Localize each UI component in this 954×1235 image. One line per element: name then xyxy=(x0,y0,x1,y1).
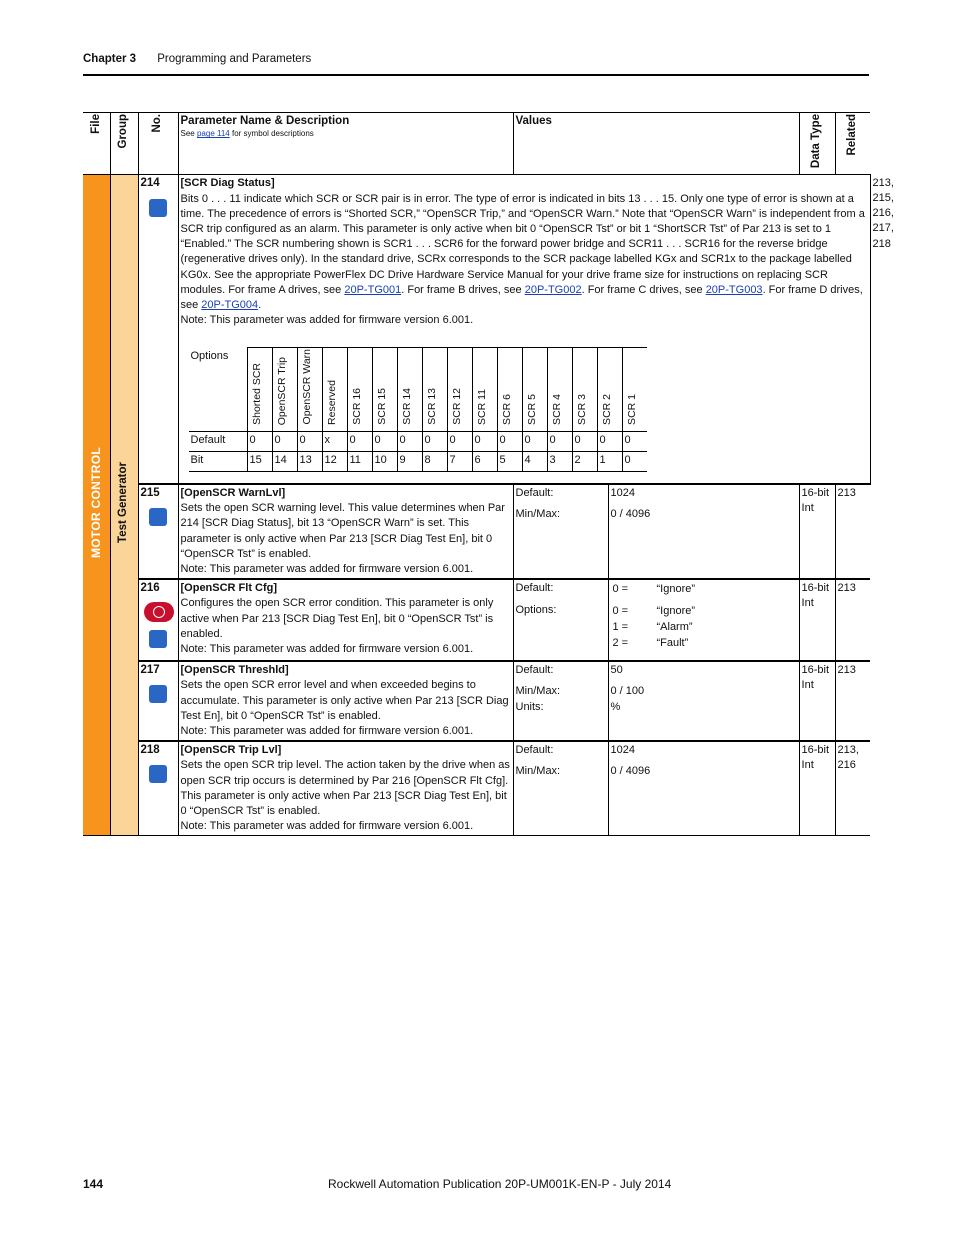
col-group: Group xyxy=(117,114,130,149)
param-row-215: 215 [OpenSCR WarnLvl] Sets the open SCR warning level. This value determines when Par 214 [SCR Diag Status], bit 13 “OpenSCR Warn” is set. This parameter is only active when Par 213 [SCR Diag Test En], bit 0 “OpenSCR Tst” is enabled. Note: This parameter was added for firmware version 6.001. Default: Min/Max: 1024 0 / 4096 16-bit Int 213 xyxy=(83,484,870,579)
param-row-217: 217 [OpenSCR Threshld] Sets the open SCR error level and when exceeded begins to accumulate. This parameter is only active when Par 213 [SCR Diag Test En], bit 0 “OpenSCR Tst” is enabled. Note: This parameter was added for firmware version 6.001. Default: Min/Max: Units: 50 0 / 100 % 16-bit Int 213 xyxy=(83,661,870,741)
data-type: 16-bit Int xyxy=(799,484,835,579)
data-type: 16-bit Int xyxy=(799,741,835,836)
related-params: 213, 216 xyxy=(835,741,870,836)
blue-square-icon xyxy=(149,508,167,526)
col-data-type: Data Type xyxy=(810,114,823,169)
col-name-desc: Parameter Name & Description xyxy=(180,115,350,127)
col-related: Related xyxy=(846,114,859,156)
param-row-218: 218 [OpenSCR Trip Lvl] Sets the open SCR trip level. The action taken by the drive when as open SCR trip occurs is determined by Par 216 [OpenSCR Flt Cfg]. This parameter is only active when Par 213 [SCR Diag Test En], bit 0 “OpenSCR Tst” is enabled. Note: This parameter was added for firmware version 6.001. Default: Min/Max: 1024 0 / 4096 16-bit Int 213, 216 xyxy=(83,741,870,836)
default-value: 50 xyxy=(610,664,623,677)
default-value: 1024 xyxy=(610,487,635,500)
minmax-value: 0 / 100 xyxy=(610,685,645,698)
data-type: 16-bit Int xyxy=(799,579,835,661)
param-number: 218 xyxy=(140,744,160,757)
default-label: Default xyxy=(189,432,248,452)
param-note: Note: This parameter was added for firmware version 6.001. xyxy=(180,820,474,833)
bit-label: Bit xyxy=(189,452,248,472)
blue-square-icon xyxy=(149,765,167,783)
blue-square-icon xyxy=(149,630,167,648)
chapter-label: Chapter 3 xyxy=(83,53,137,65)
param-row-214: MOTOR CONTROL Test Generator 214 [SCR Diag Status] Bits 0 . . . 11 indicate which SCR or SCR pair is in error. The type of error is indicated in bits 13 . . . 15. Only one type of error is shown at a time. The precedence of errors is “Shorted SCR,” “OpenSCR Trip,” and “OpenSCR Warn.” Note that “OpenSCR Warn” is independent from a SCR trip configured as an alarm. This parameter is only active when bit 0 “OpenSCR Tst” or bit 1 “ShortSCR Tst” of Par 213 is set to 1 “Enabled.” The SCR numbering shown is SCR1 . . . SCR6 for the forward power bridge and SCR11 . . . SCR16 for the reverse bridge (regenerative drives only). In the standard drive, SCRx corresponds to the SCR package labelled KGx and SCR1x to the package labelled KG0x. See the appropriate PowerFlex DC Drive Hardware Service Manual for your drive frame size for instructions on replacing SCR modules. For frame A drives, see 20P-TG001. For frame B drives, see 20P-TG002. For frame C drives, see 20P-TG003. For frame D drives, see 20P-TG004. Note: This parameter was added for firmware version 6.001. Options Shorted SCR OpenSCR Trip OpenSCR Warn Reserved SCR 16 SCR 15 SCR 14 SCR 13 SCR 12 SCR 11 SCR 6 SCR 5 SCR 4 SCR 3 SCR 2 SCR 1 Default 0 0 0 x 0 0 0 0 0 0 0 0 0 0 0 0 Bit 15 14 13 12 11 10 9 8 7 6 5 4 3 2 1 0 213, 215, 216, 217, 218 xyxy=(83,175,870,484)
related-params: 213 xyxy=(835,579,870,661)
link-20p-tg004[interactable]: 20P-TG004 xyxy=(201,298,259,311)
param-description: Bits 0 . . . 11 indicate which SCR or SCR pair is in error. The type of error is indicated in bits 13 . . . 15. Only one type of error is shown at a time. The precedence of errors is “Shorted SCR,” “OpenSCR Trip,” and “OpenSCR Warn.” Note that “OpenSCR Warn” is independent from a SCR trip configured as an alarm. This parameter is only active when bit 0 “OpenSCR Tst” or bit 1 “ShortSCR Tst” of Par 213 is set to 1 “Enabled.” The SCR numbering shown is SCR1 . . . SCR6 for the forward power bridge and SCR11 . . . SCR16 for the reverse bridge (regenerative drives only). In the standard drive, SCRx corresponds to the SCR package labelled KGx and SCR1x to the package labelled KG0x. See the appropriate PowerFlex DC Drive Hardware Service Manual for your drive frame size for instructions on replacing SCR modules. For frame A drives, see 20P-TG001. For frame B drives, see 20P-TG002. For frame C drives, see 20P-TG003. For frame D drives, see 20P-TG004. xyxy=(180,192,865,311)
parameter-table xyxy=(83,112,894,836)
related-params: 213 xyxy=(835,484,870,579)
symbol-note: See page 114 for symbol descriptions xyxy=(180,129,314,139)
page-header xyxy=(83,53,311,65)
param-note: Note: This parameter was added for firmware version 6.001. xyxy=(180,563,474,576)
param-number: 214 xyxy=(140,177,160,190)
link-20p-tg002[interactable]: 20P-TG002 xyxy=(524,283,582,296)
param-number: 217 xyxy=(140,664,160,677)
param-description: Sets the open SCR trip level. The action taken by the drive when as open SCR trip occurs is determined by Par 216 [OpenSCR Flt Cfg]. This parameter is only active when Par 213 [SCR Diag Test En], bit 0 “OpenSCR Tst” is enabled. xyxy=(180,759,510,818)
param-name: [OpenSCR Threshld] xyxy=(180,664,289,677)
param-row-216: 216 [OpenSCR Flt Cfg] Configures the open SCR error condition. This parameter is only active when Par 213 [SCR Diag Test En], bit 0 “OpenSCR Tst” is enabled. Note: This parameter was added for firmware version 6.001. Default: Options: 0 = “Ignore” 0 = “Ignore” 1 = “Alarm” 2 = “Fault” 16-bit Int 213 xyxy=(83,579,870,661)
file-cell: MOTOR CONTROL xyxy=(83,175,110,836)
table-header-row xyxy=(83,113,870,175)
param-description: Sets the open SCR warning level. This value determines when Par 214 [SCR Diag Status], bit 13 “OpenSCR Warn” is set. This parameter is only active when Par 213 [SCR Diag Test En], bit 0 “OpenSCR Tst” is enabled. xyxy=(180,502,505,560)
page-number: 144 xyxy=(83,1177,104,1191)
publication-info: Rockwell Automation Publication 20P-UM001K-EN-P - July 2014 xyxy=(328,1177,672,1191)
header-rule xyxy=(83,74,869,76)
link-20p-tg003[interactable]: 20P-TG003 xyxy=(705,283,763,296)
col-no: No. xyxy=(151,114,164,133)
minmax-value: 0 / 4096 xyxy=(610,765,651,778)
param-note: Note: This parameter was added for firmware version 6.001. xyxy=(180,725,474,738)
bit-table: Options Shorted SCR OpenSCR Trip OpenSCR Warn Reserved SCR 16 SCR 15 SCR 14 SCR 13 SCR 12 SCR 11 SCR 6 SCR 5 SCR 4 SCR 3 SCR 2 SCR 1 Default 0 0 0 x 0 0 0 0 0 0 0 0 0 0 0 0 Bit 15 14 13 12 11 10 9 8 7 6 5 4 3 2 1 0 xyxy=(189,347,647,472)
param-number: 216 xyxy=(140,582,160,595)
blue-square-icon xyxy=(149,685,167,703)
link-20p-tg001[interactable]: 20P-TG001 xyxy=(344,283,402,296)
minmax-value: 0 / 4096 xyxy=(610,508,651,521)
options-label: Options xyxy=(189,348,248,432)
param-note: Note: This parameter was added for firmware version 6.001. xyxy=(180,643,474,656)
chapter-title: Programming and Parameters xyxy=(157,53,312,65)
related-params: 213 xyxy=(835,661,870,741)
param-name: [OpenSCR WarnLvl] xyxy=(180,487,286,500)
param-name: [OpenSCR Flt Cfg] xyxy=(180,582,278,595)
param-description: Sets the open SCR error level and when exceeded begins to accumulate. This parameter is only active when Par 213 [SCR Diag Test En], bit 0 “OpenSCR Tst” is enabled. xyxy=(180,679,509,722)
blue-square-icon xyxy=(149,199,167,217)
param-name: [SCR Diag Status] xyxy=(180,177,275,190)
red-oval-icon xyxy=(144,602,174,622)
param-number: 215 xyxy=(140,487,160,500)
param-note: Note: This parameter was added for firmware version 6.001. xyxy=(180,314,474,327)
param-description: Configures the open SCR error condition. This parameter is only active when Par 213 [SCR Diag Test En], bit 0 “OpenSCR Tst” is enabled. xyxy=(180,597,494,640)
units-value: % xyxy=(610,700,621,713)
data-type: 16-bit Int xyxy=(799,661,835,741)
group-cell: Test Generator xyxy=(110,175,138,836)
param-name: [OpenSCR Trip Lvl] xyxy=(180,744,282,757)
col-values: Values xyxy=(513,113,799,175)
col-file: File xyxy=(89,114,102,134)
symbol-page-link[interactable]: page 114 xyxy=(196,129,230,139)
default-value: 1024 xyxy=(610,744,635,757)
